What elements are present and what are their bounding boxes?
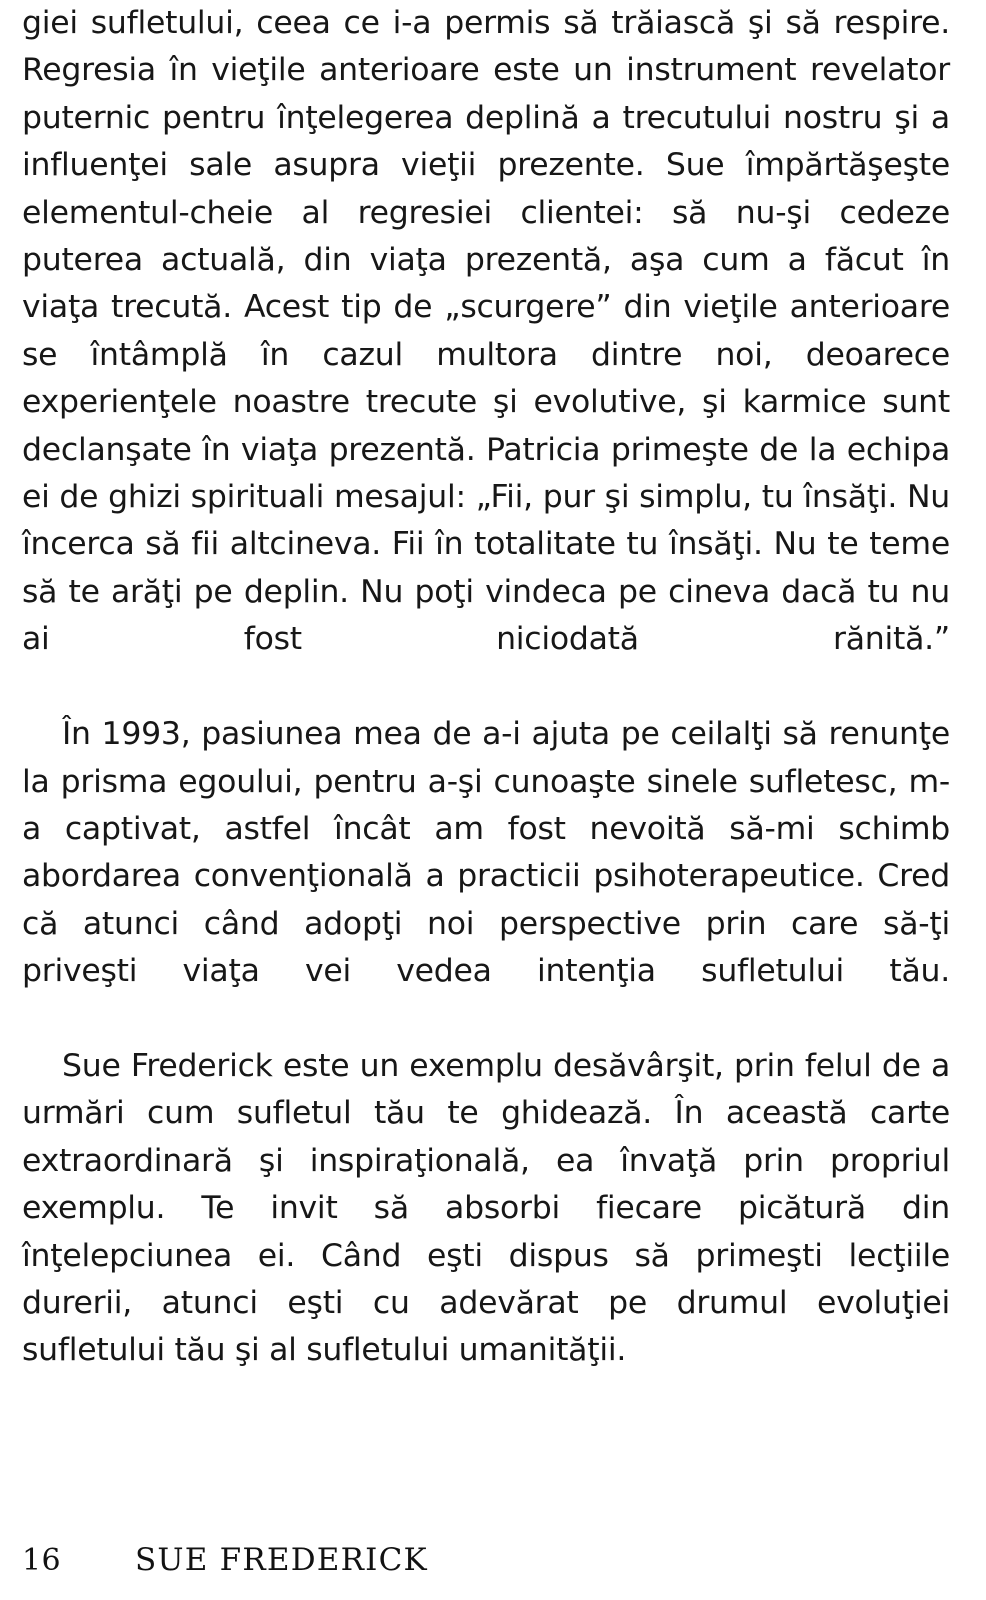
paragraph-1: giei sufletului, ceea ce i-a permis să trăiască şi să respire. Regresia în vieţile anterioare este un instrument revelator puternic pentru înţelegerea deplină a trecutului nostru şi a influenţei sale asupra vieţii prezente. Sue împărtăşeşte elementul-cheie al regresiei clientei: să nu-şi cedeze puterea actuală, din viaţa prezentă, aşa cum a făcut în viaţa trecută. Acest tip de „scurgere” din vieţile anterioare se întâmplă în cazul multora dintre noi, deoarece experienţele noastre trecute şi evolutive, şi karmice sunt declanşate în viaţa prezentă. Patricia primeşte de la echipa ei de ghizi spirituali mesajul: „Fii, pur şi simplu, tu însăţi. Nu încerca să fii altcineva. Fii în totalitate tu însăţi. Nu te teme să te arăţi pe deplin. Nu poţi vindeca pe cineva dacă tu nu ai fost niciodată rănită.”: [22, 5, 950, 658]
body-text-block: [22, 0, 950, 1375]
running-head: SUE FREDERICK: [134, 1542, 428, 1578]
paragraph-2: În 1993, pasiunea mea de a-i ajuta pe ceilalţi să renunţe la prisma egoului, pentru a-şi cunoaşte sinele sufletesc, m-a captivat, astfel încât am fost nevoită să-mi schimb abordarea convenţională a practicii psihoterapeutice. Cred că atunci când adopţi noi perspective prin care să-ţi priveşti viaţa vei vedea intenţia sufletului tău.: [22, 716, 950, 990]
page-number: 16: [22, 1543, 61, 1578]
paragraph-3: Sue Frederick este un exemplu desăvârşit, prin felul de a urmări cum sufletul tău te ghidează. În această carte extraordinară şi inspiraţională, ea învaţă prin propriul exemplu. Te invit să absorbi fiecare picătură din înţelepciunea ei. Când eşti dispus să primeşti lecţiile durerii, atunci eşti cu adevărat pe drumul evoluţiei sufletului tău şi al sufletului umanităţii.: [22, 1047, 950, 1369]
page-footer: [22, 1542, 950, 1578]
